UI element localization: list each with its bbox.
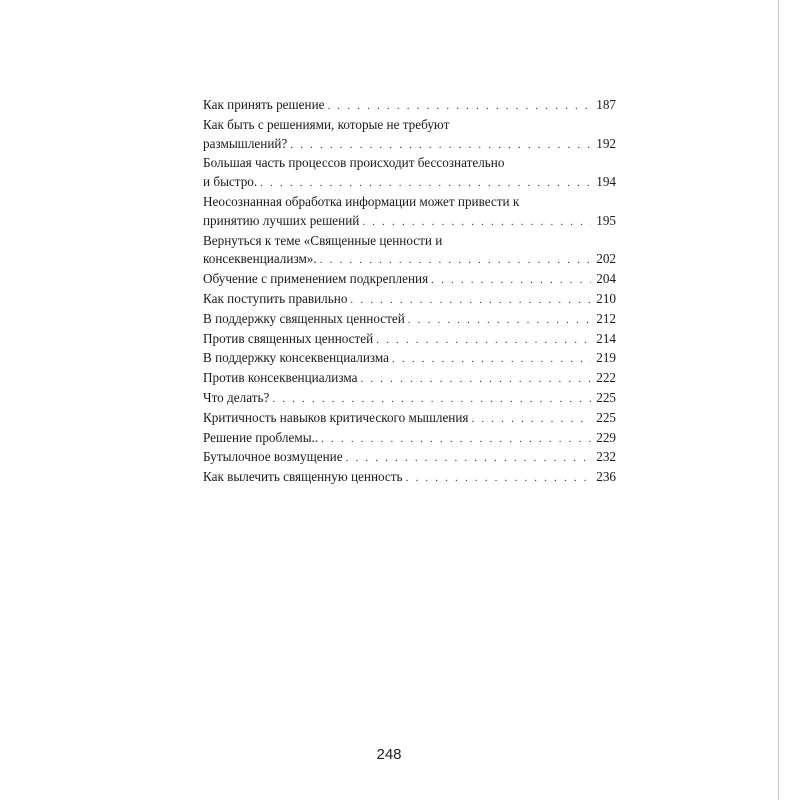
toc-entry-page-number: 229 bbox=[596, 429, 616, 445]
toc-entry-title: В поддержку консеквенциализма bbox=[203, 350, 390, 366]
dot-leader bbox=[431, 271, 591, 290]
toc-entry bbox=[203, 468, 616, 488]
dot-leader bbox=[272, 390, 591, 409]
dot-leader bbox=[408, 311, 591, 330]
toc-entry bbox=[203, 409, 616, 429]
toc-entry bbox=[203, 389, 616, 409]
toc-entry-title: и быстро. bbox=[203, 174, 258, 190]
toc-entry-title: Как принять решение bbox=[203, 97, 325, 112]
toc-entry-page-number: 222 bbox=[596, 370, 616, 386]
toc-entry-page-number: 236 bbox=[596, 469, 616, 485]
toc-entry-title: Критичность навыков критического мышления bbox=[203, 409, 469, 425]
page-edge-divider bbox=[778, 0, 779, 800]
toc-entry-line bbox=[203, 389, 616, 409]
toc-entry-title: Что делать? bbox=[203, 389, 270, 405]
dot-leader bbox=[471, 410, 591, 429]
toc-entry-title: Против консеквенциализма bbox=[203, 370, 358, 386]
toc-entry-title-line: Вернуться к теме «Священные ценности и bbox=[203, 232, 443, 248]
toc-entry-page-number: 225 bbox=[596, 389, 616, 405]
toc-entry-page-number: 219 bbox=[596, 350, 616, 366]
toc-entry-title: Как вылечить священную ценность bbox=[203, 469, 403, 485]
toc-entry bbox=[203, 232, 616, 271]
toc-entry bbox=[203, 154, 616, 193]
toc-entry bbox=[203, 429, 616, 449]
toc-entry-line bbox=[203, 468, 616, 488]
toc-entry bbox=[203, 369, 616, 389]
toc-entry-line bbox=[203, 349, 616, 369]
toc-entry bbox=[203, 270, 616, 290]
toc-entry bbox=[203, 193, 616, 232]
toc-entry-page-number: 225 bbox=[596, 409, 616, 425]
toc-entry-page-number: 192 bbox=[596, 135, 616, 151]
toc-entry-line bbox=[203, 270, 616, 290]
toc-entry-title: В поддержку священных ценностей bbox=[203, 310, 405, 326]
toc-entry-line bbox=[203, 290, 616, 310]
dot-leader bbox=[328, 97, 591, 116]
toc-entry-page-number: 187 bbox=[596, 97, 616, 112]
toc-entry-title: принятию лучших решений bbox=[203, 212, 360, 228]
toc-entry-title: консеквенциализм». bbox=[203, 251, 317, 267]
dot-leader bbox=[320, 251, 591, 270]
toc-entry-title-line: Большая часть процессов происходит бессознательно bbox=[203, 155, 505, 171]
toc-entry bbox=[203, 310, 616, 330]
toc-entry-title-line: Неосознанная обработка информации может привести к bbox=[203, 193, 520, 209]
toc-entry-line bbox=[203, 330, 616, 350]
toc-entry-line bbox=[203, 448, 616, 468]
dot-leader bbox=[290, 136, 591, 155]
dot-leader bbox=[406, 469, 591, 488]
table-of-contents bbox=[203, 96, 616, 488]
dot-leader bbox=[376, 331, 591, 350]
toc-entry-line bbox=[203, 409, 616, 429]
toc-entry-title: размышлений? bbox=[203, 135, 288, 151]
toc-entry bbox=[203, 349, 616, 369]
toc-entry-page-number: 204 bbox=[596, 271, 616, 287]
dot-leader bbox=[360, 370, 591, 389]
dot-leader bbox=[350, 291, 591, 310]
toc-entry-title: Против священных ценностей bbox=[203, 330, 374, 346]
toc-entry-page-number: 202 bbox=[596, 251, 616, 267]
dot-leader bbox=[362, 213, 591, 232]
toc-entry-title: Обучение с применением подкрепления bbox=[203, 271, 429, 287]
toc-entry-line bbox=[203, 173, 616, 193]
toc-entry-page-number: 210 bbox=[596, 290, 616, 306]
toc-entry-page-number: 194 bbox=[596, 174, 616, 190]
dot-leader bbox=[346, 449, 591, 468]
toc-entry-page-number: 232 bbox=[596, 449, 616, 465]
toc-entry-line bbox=[203, 250, 616, 270]
toc-entry bbox=[203, 448, 616, 468]
toc-entry-line bbox=[203, 135, 616, 155]
toc-entry-title: Решение проблемы.. bbox=[203, 429, 319, 445]
toc-entry bbox=[203, 290, 616, 310]
toc-entry bbox=[203, 330, 616, 350]
toc-entry-line bbox=[203, 310, 616, 330]
page-number: 248 bbox=[376, 746, 402, 763]
toc-entry-page-number: 214 bbox=[596, 330, 616, 346]
toc-entry-line bbox=[203, 429, 616, 449]
toc-entry-title: Как поступить правильно bbox=[203, 290, 348, 306]
toc-entry-line bbox=[203, 212, 616, 232]
toc-entry bbox=[203, 96, 616, 116]
toc-entry-page-number: 212 bbox=[596, 310, 616, 326]
toc-entry-line bbox=[203, 369, 616, 389]
toc-entry-page-number: 195 bbox=[596, 212, 616, 228]
toc-entry-title: Бутылочное возмущение bbox=[203, 449, 343, 465]
toc-entry bbox=[203, 116, 616, 155]
dot-leader bbox=[321, 430, 591, 449]
dot-leader bbox=[260, 174, 591, 193]
dot-leader bbox=[392, 350, 591, 369]
toc-entry-line bbox=[203, 96, 616, 116]
toc-entry-title-line: Как быть с решениями, которые не требуют bbox=[203, 116, 450, 132]
